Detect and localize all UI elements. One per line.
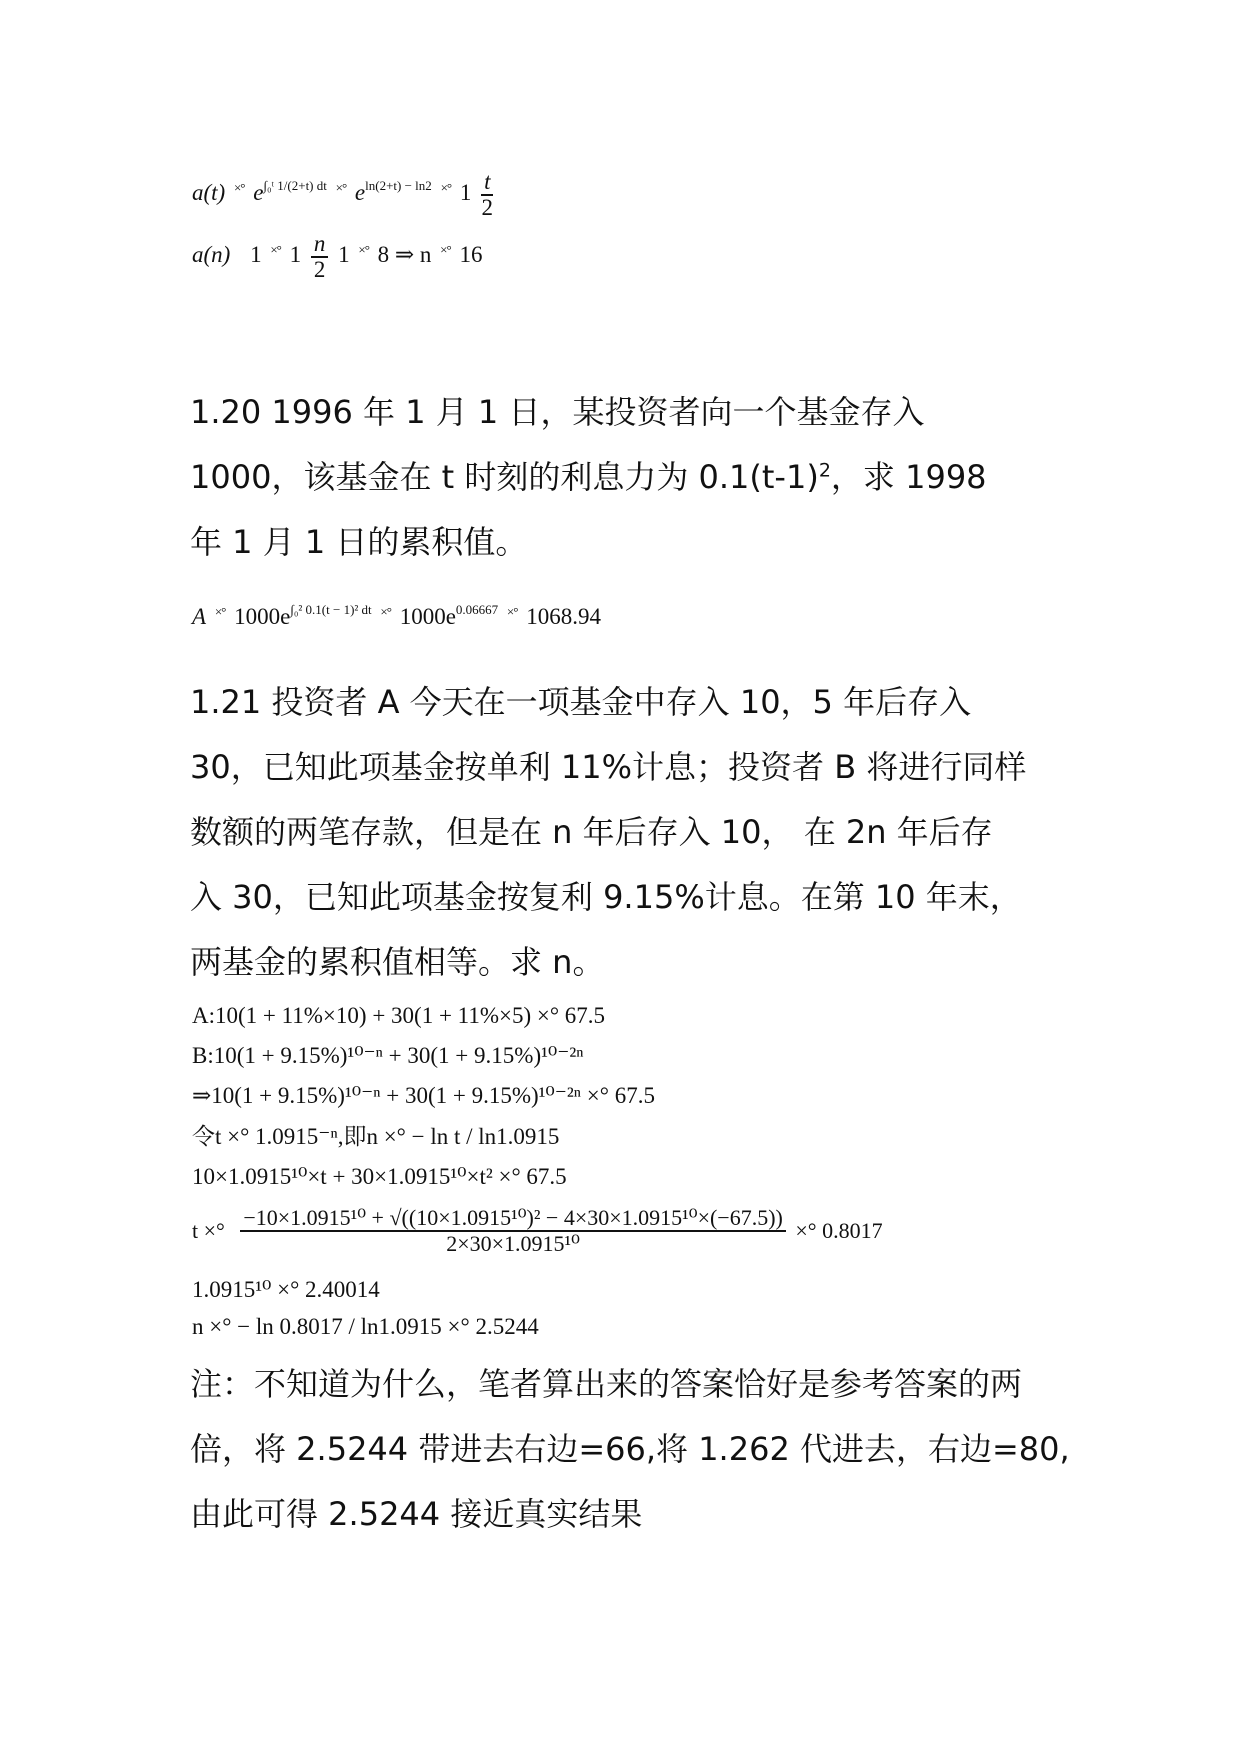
note-paragraph xyxy=(190,1352,1070,1547)
eq-term: 8 ⇒ n xyxy=(377,242,432,268)
solution-line-4: 令t ×° 1.0915⁻ⁿ,即n ×° − ln t / ln1.0915 xyxy=(192,1124,560,1149)
fraction-denominator: 2 xyxy=(313,256,326,282)
question-1-21 xyxy=(190,670,1070,995)
note-line: 注：不知道为什么，笔者算出来的答案恰好是参考答案的两 xyxy=(190,1365,1023,1403)
question-line: 1.20 1996 年 1 月 1 日，某投资者向一个基金存入 xyxy=(190,393,925,431)
question-text: ，求 1998 xyxy=(830,458,987,496)
fraction-numerator: t xyxy=(484,169,491,194)
fraction-denominator: 2×30×1.0915¹⁰ xyxy=(446,1230,580,1256)
question-line: 年 1 月 1 日的累积值。 xyxy=(190,523,528,561)
question-line: 入 30，已知此项基金按复利 9.15%计息。在第 10 年末， xyxy=(190,878,1022,916)
eq-lhs: A xyxy=(192,604,207,629)
equation-a-t xyxy=(192,170,497,220)
note-line: 由此可得 2.5244 接近真实结果 xyxy=(190,1495,643,1533)
eq-exp-power: ∫₀² 0.1(t − 1)² dt xyxy=(290,602,372,617)
note-line: 倍，将 2.5244 带进去右边=66,将 1.262 代进去，右边=80, xyxy=(190,1430,1070,1468)
eq-lhs: t ×° xyxy=(192,1217,225,1243)
eq-term: 1 xyxy=(338,242,350,268)
eq-lhs: a(n) xyxy=(192,242,231,268)
question-line: 两基金的累积值相等。求 n。 xyxy=(190,943,605,981)
eq-symbol: ×° xyxy=(358,242,369,258)
fraction xyxy=(311,232,329,282)
eq-term: 1000e xyxy=(399,604,456,629)
question-line xyxy=(190,445,1070,510)
solution-line-1: A:10(1 + 11%×10) + 30(1 + 11%×5) ×° 67.5 xyxy=(192,1003,606,1028)
question-line: 数额的两笔存款，但是在 n 年后存入 10， 在 2n 年后存 xyxy=(190,813,993,851)
eq-term: 1000e xyxy=(234,604,291,629)
eq-symbol: ×° xyxy=(440,242,451,258)
eq-term: 1 xyxy=(250,242,262,268)
solution-line-7: 1.0915¹⁰ ×° 2.40014 xyxy=(192,1277,380,1302)
question-1-20 xyxy=(190,380,1070,575)
eq-exp-power: 0.06667 xyxy=(455,602,499,617)
solution-line-2: B:10(1 + 9.15%)¹⁰⁻ⁿ + 30(1 + 9.15%)¹⁰⁻²ⁿ xyxy=(192,1043,584,1068)
solution-line-8: n ×° − ln 0.8017 / ln1.0915 ×° 2.5244 xyxy=(192,1314,539,1339)
eq-result: 1068.94 xyxy=(526,604,601,629)
eq-symbol: ×° xyxy=(440,180,452,196)
eq-result: ×° 0.8017 xyxy=(795,1217,883,1243)
fraction xyxy=(481,170,493,220)
eq-symbol: ×° xyxy=(335,180,347,196)
eq-symbol: ×° xyxy=(270,242,281,258)
eq-term: 1 xyxy=(289,242,302,268)
solution-line-3: ⇒10(1 + 9.15%)¹⁰⁻ⁿ + 30(1 + 9.15%)¹⁰⁻²ⁿ ×° 67.5 xyxy=(192,1083,655,1108)
question-line: 1.21 投资者 A 今天在一项基金中存入 10，5 年后存入 xyxy=(190,683,972,721)
eq-symbol: ×° xyxy=(380,604,391,619)
question-text: 1000，该基金在 t 时刻的利息力为 0.1(t-1) xyxy=(190,458,819,496)
equation-a-n xyxy=(192,232,482,282)
superscript: 2 xyxy=(818,459,831,482)
eq-result: 16 xyxy=(459,242,483,268)
fraction xyxy=(240,1206,786,1256)
question-line: 30，已知此项基金按单利 11%计息；投资者 B 将进行同样 xyxy=(190,748,1027,786)
fraction-denominator: 2 xyxy=(481,194,494,220)
eq-symbol: ×° xyxy=(506,604,518,619)
eq-exp-base: e xyxy=(354,180,366,206)
solution-line-5: 10×1.0915¹⁰×t + 30×1.0915¹⁰×t² ×° 67.5 xyxy=(192,1164,567,1189)
eq-exp-power: ln(2+t) − ln2 xyxy=(365,178,432,194)
solution-line-6 xyxy=(192,1206,883,1256)
eq-exp-base: e xyxy=(253,180,264,206)
fraction-numerator: −10×1.0915¹⁰ + √((10×1.0915¹⁰)² − 4×30×1.0915¹⁰×(−67.5)) xyxy=(243,1205,783,1230)
fraction-numerator: n xyxy=(313,231,326,256)
eq-symbol: ×° xyxy=(233,180,245,196)
eq-lhs: a(t) xyxy=(192,180,226,206)
equation-1-20 xyxy=(192,598,601,631)
eq-term: 1 xyxy=(459,180,472,206)
eq-symbol: ×° xyxy=(214,604,226,619)
eq-exp-power: ∫₀ᵗ 1/(2+t) dt xyxy=(263,178,327,194)
